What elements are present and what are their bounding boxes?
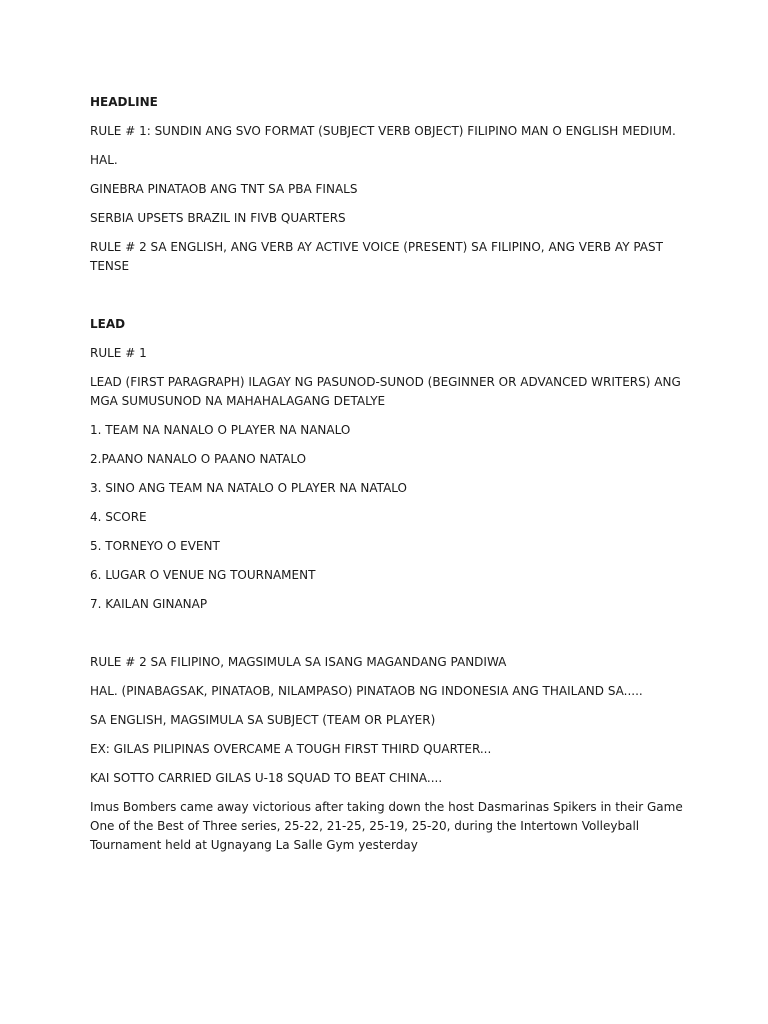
headline-rule-2: RULE # 2 SA ENGLISH, ANG VERB AY ACTIVE VOICE (PRESENT) SA FILIPINO, ANG VERB AY PAST TENSE: [90, 240, 663, 273]
english-example-2: KAI SOTTO CARRIED GILAS U-18 SQUAD TO BEAT CHINA....: [90, 771, 443, 785]
lead-rule-2: RULE # 2 SA FILIPINO, MAGSIMULA SA ISANG MAGANDANG PANDIWA: [90, 655, 507, 669]
sample-lead-paragraph: Imus Bombers came away victorious after taking down the host Dasmarinas Spikers in their Game One of the Best of Three series, 25-22, 21-25, 25-19, 25-20, during the Intertown Volleyball Tournament held at Ugnayang La Salle Gym yesterday: [90, 800, 683, 852]
lead-item-4: 4. SCORE: [90, 510, 147, 524]
filipino-example: HAL. (PINABAGSAK, PINATAOB, NILAMPASO) PINATAOB NG INDONESIA ANG THAILAND SA.....: [90, 684, 643, 698]
headline-example-label: HAL.: [90, 153, 118, 167]
section-spacer: [90, 624, 690, 653]
lead-item-1: 1. TEAM NA NANALO O PLAYER NA NANALO: [90, 423, 351, 437]
lead-item-5: 5. TORNEYO O EVENT: [90, 539, 220, 553]
english-example-1: EX: GILAS PILIPINAS OVERCAME A TOUGH FIRST THIRD QUARTER...: [90, 742, 492, 756]
headline-example-1: GINEBRA PINATAOB ANG TNT SA PBA FINALS: [90, 182, 358, 196]
headline-rule-1: RULE # 1: SUNDIN ANG SVO FORMAT (SUBJECT VERB OBJECT) FILIPINO MAN O ENGLISH MEDIUM.: [90, 124, 676, 138]
lead-item-7: 7. KAILAN GINANAP: [90, 597, 208, 611]
lead-rule-1: RULE # 1: [90, 346, 147, 360]
lead-item-6: 6. LUGAR O VENUE NG TOURNAMENT: [90, 568, 316, 582]
lead-heading: LEAD: [90, 317, 126, 331]
lead-item-2: 2.PAANO NANALO O PAANO NATALO: [90, 452, 307, 466]
headline-heading: HEADLINE: [90, 95, 158, 109]
lead-item-3: 3. SINO ANG TEAM NA NATALO O PLAYER NA NATALO: [90, 481, 407, 495]
section-spacer: [90, 286, 690, 315]
headline-example-2: SERBIA UPSETS BRAZIL IN FIVB QUARTERS: [90, 211, 346, 225]
english-rule: SA ENGLISH, MAGSIMULA SA SUBJECT (TEAM OR PLAYER): [90, 713, 436, 727]
lead-description: LEAD (FIRST PARAGRAPH) ILAGAY NG PASUNOD-SUNOD (BEGINNER OR ADVANCED WRITERS) ANG MGA SUMUSUNOD NA MAHAHALAGANG DETALYE: [90, 375, 681, 408]
document-page: [90, 93, 690, 865]
